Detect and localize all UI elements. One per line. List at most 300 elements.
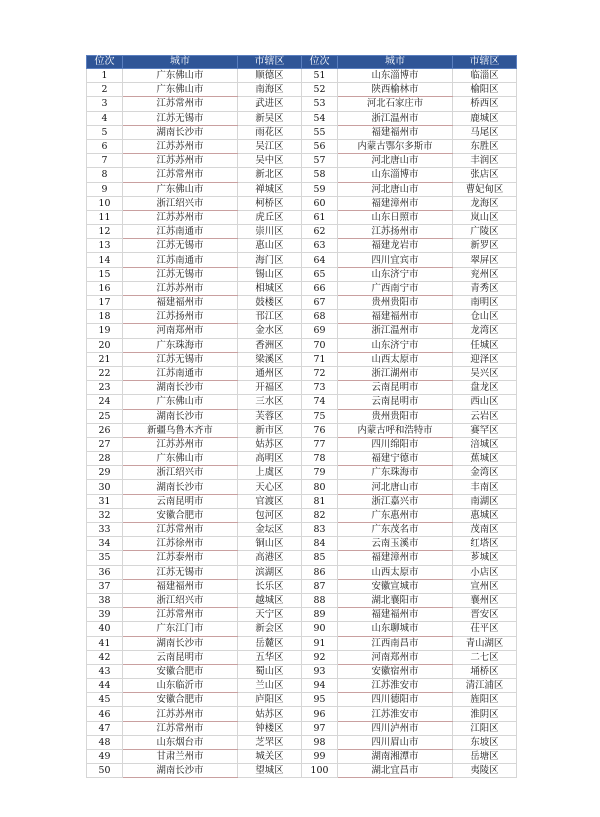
rank-cell-right: 77 [302, 437, 338, 451]
rank-cell: 26 [87, 423, 123, 437]
district-cell-right: 岚山区 [453, 210, 517, 224]
table-row [87, 69, 517, 83]
rank-cell: 39 [87, 608, 123, 622]
district-cell-right: 鹿城区 [453, 111, 517, 125]
rank-cell: 44 [87, 679, 123, 693]
rank-cell-right: 51 [302, 69, 338, 83]
city-cell: 江苏南通市 [123, 225, 238, 239]
city-cell: 湖南长沙市 [123, 480, 238, 494]
ranking-table-container [86, 55, 516, 778]
city-cell-right: 安徽宿州市 [338, 664, 453, 678]
rank-cell-right: 56 [302, 139, 338, 153]
city-cell-right: 安徽宣城市 [338, 579, 453, 593]
rank-cell-right: 97 [302, 721, 338, 735]
district-cell-right: 岳塘区 [453, 750, 517, 764]
rank-cell: 3 [87, 97, 123, 111]
header-district-right: 市辖区 [453, 56, 517, 69]
district-cell: 顺德区 [238, 69, 302, 83]
rank-cell: 11 [87, 210, 123, 224]
district-cell: 锡山区 [238, 267, 302, 281]
rank-cell: 30 [87, 480, 123, 494]
table-row [87, 381, 517, 395]
district-cell: 兰山区 [238, 679, 302, 693]
rank-cell-right: 94 [302, 679, 338, 693]
district-cell: 金坛区 [238, 523, 302, 537]
district-cell-right: 惠城区 [453, 508, 517, 522]
rank-cell: 47 [87, 721, 123, 735]
district-cell: 官渡区 [238, 494, 302, 508]
district-cell-right: 红塔区 [453, 537, 517, 551]
district-cell: 梁溪区 [238, 352, 302, 366]
city-cell-right: 福建龙岩市 [338, 239, 453, 253]
district-cell-right: 曹妃甸区 [453, 182, 517, 196]
district-cell-right: 淮阴区 [453, 707, 517, 721]
rank-cell-right: 63 [302, 239, 338, 253]
city-cell-right: 江西南昌市 [338, 636, 453, 650]
rank-cell: 40 [87, 622, 123, 636]
header-city: 城市 [123, 56, 238, 69]
city-cell-right: 四川宜宾市 [338, 253, 453, 267]
table-row [87, 537, 517, 551]
rank-cell-right: 60 [302, 196, 338, 210]
rank-cell-right: 78 [302, 452, 338, 466]
rank-cell-right: 72 [302, 366, 338, 380]
city-cell: 湖南长沙市 [123, 381, 238, 395]
table-row [87, 721, 517, 735]
city-cell-right: 贵州贵阳市 [338, 296, 453, 310]
district-cell: 相城区 [238, 281, 302, 295]
city-cell-right: 福建宁德市 [338, 452, 453, 466]
city-cell-right: 山东淄博市 [338, 168, 453, 182]
table-row [87, 523, 517, 537]
district-cell: 蜀山区 [238, 664, 302, 678]
table-row [87, 281, 517, 295]
rank-cell: 49 [87, 750, 123, 764]
city-cell-right: 山东聊城市 [338, 622, 453, 636]
district-cell: 雨花区 [238, 125, 302, 139]
district-cell: 新会区 [238, 622, 302, 636]
city-cell-right: 广东惠州市 [338, 508, 453, 522]
rank-cell-right: 55 [302, 125, 338, 139]
rank-cell: 48 [87, 735, 123, 749]
district-cell-right: 宣州区 [453, 579, 517, 593]
city-cell-right: 内蒙古呼和浩特市 [338, 423, 453, 437]
rank-cell: 16 [87, 281, 123, 295]
table-row [87, 664, 517, 678]
rank-cell-right: 87 [302, 579, 338, 593]
header-rank: 位次 [87, 56, 123, 69]
district-cell: 金水区 [238, 324, 302, 338]
table-row [87, 579, 517, 593]
rank-cell: 8 [87, 168, 123, 182]
district-cell-right: 张店区 [453, 168, 517, 182]
district-cell: 越城区 [238, 593, 302, 607]
district-cell-right: 新罗区 [453, 239, 517, 253]
district-cell: 吴中区 [238, 154, 302, 168]
district-cell-right: 榆阳区 [453, 83, 517, 97]
city-cell: 江苏苏州市 [123, 437, 238, 451]
city-cell: 新疆乌鲁木齐市 [123, 423, 238, 437]
city-cell: 浙江绍兴市 [123, 196, 238, 210]
district-cell-right: 赛罕区 [453, 423, 517, 437]
city-cell: 福建福州市 [123, 579, 238, 593]
city-cell-right: 浙江嘉兴市 [338, 494, 453, 508]
city-cell-right: 广东茂名市 [338, 523, 453, 537]
rank-cell: 7 [87, 154, 123, 168]
district-cell: 武进区 [238, 97, 302, 111]
table-row [87, 97, 517, 111]
rank-cell-right: 59 [302, 182, 338, 196]
header-row [87, 56, 517, 69]
district-cell-right: 仓山区 [453, 310, 517, 324]
district-cell: 姑苏区 [238, 707, 302, 721]
rank-cell: 12 [87, 225, 123, 239]
rank-cell-right: 93 [302, 664, 338, 678]
district-cell: 姑苏区 [238, 437, 302, 451]
rank-cell: 17 [87, 296, 123, 310]
city-cell: 甘肃兰州市 [123, 750, 238, 764]
city-cell: 云南昆明市 [123, 494, 238, 508]
table-row [87, 296, 517, 310]
city-cell: 浙江绍兴市 [123, 593, 238, 607]
city-cell-right: 福建福州市 [338, 608, 453, 622]
rank-cell-right: 71 [302, 352, 338, 366]
rank-cell-right: 85 [302, 551, 338, 565]
city-cell-right: 广西南宁市 [338, 281, 453, 295]
rank-cell: 41 [87, 636, 123, 650]
table-row [87, 437, 517, 451]
district-cell: 通州区 [238, 366, 302, 380]
district-cell: 滨湖区 [238, 565, 302, 579]
city-cell: 湖南长沙市 [123, 125, 238, 139]
table-row [87, 182, 517, 196]
rank-cell-right: 79 [302, 466, 338, 480]
district-cell-right: 任城区 [453, 338, 517, 352]
rank-cell: 21 [87, 352, 123, 366]
district-cell: 上虞区 [238, 466, 302, 480]
district-cell: 崇川区 [238, 225, 302, 239]
city-cell: 江苏南通市 [123, 253, 238, 267]
district-cell-right: 青秀区 [453, 281, 517, 295]
district-cell-right: 二七区 [453, 650, 517, 664]
city-cell: 江苏常州市 [123, 168, 238, 182]
rank-cell-right: 69 [302, 324, 338, 338]
city-cell: 安徽合肥市 [123, 693, 238, 707]
city-cell-right: 湖北襄阳市 [338, 593, 453, 607]
rank-cell: 27 [87, 437, 123, 451]
rank-cell: 6 [87, 139, 123, 153]
rank-cell-right: 58 [302, 168, 338, 182]
district-cell: 新吴区 [238, 111, 302, 125]
rank-cell-right: 65 [302, 267, 338, 281]
city-cell-right: 河北唐山市 [338, 154, 453, 168]
city-cell: 江苏扬州市 [123, 310, 238, 324]
district-cell-right: 茌平区 [453, 622, 517, 636]
table-row [87, 139, 517, 153]
rank-cell-right: 83 [302, 523, 338, 537]
rank-cell: 24 [87, 395, 123, 409]
district-cell: 铜山区 [238, 537, 302, 551]
city-cell-right: 湖北宜昌市 [338, 764, 453, 778]
rank-cell: 29 [87, 466, 123, 480]
district-cell-right: 旌阳区 [453, 693, 517, 707]
rank-cell: 31 [87, 494, 123, 508]
rank-cell-right: 98 [302, 735, 338, 749]
table-row [87, 735, 517, 749]
district-cell-right: 龙海区 [453, 196, 517, 210]
district-cell: 天宁区 [238, 608, 302, 622]
district-cell: 鼓楼区 [238, 296, 302, 310]
table-row [87, 593, 517, 607]
district-cell-right: 广陵区 [453, 225, 517, 239]
city-cell-right: 内蒙古鄂尔多斯市 [338, 139, 453, 153]
city-cell-right: 山西太原市 [338, 565, 453, 579]
district-cell-right: 南湖区 [453, 494, 517, 508]
city-cell-right: 云南昆明市 [338, 381, 453, 395]
table-row [87, 423, 517, 437]
district-cell: 庐阳区 [238, 693, 302, 707]
rank-cell-right: 66 [302, 281, 338, 295]
city-cell-right: 江苏扬州市 [338, 225, 453, 239]
table-row [87, 324, 517, 338]
district-cell: 芙蓉区 [238, 409, 302, 423]
table-row [87, 366, 517, 380]
rank-cell-right: 96 [302, 707, 338, 721]
rank-cell-right: 86 [302, 565, 338, 579]
district-cell-right: 小店区 [453, 565, 517, 579]
city-cell: 广东佛山市 [123, 69, 238, 83]
city-cell: 江苏苏州市 [123, 154, 238, 168]
table-row [87, 225, 517, 239]
city-cell: 广东佛山市 [123, 395, 238, 409]
city-cell: 安徽合肥市 [123, 508, 238, 522]
district-cell: 天心区 [238, 480, 302, 494]
rank-cell-right: 95 [302, 693, 338, 707]
table-row [87, 253, 517, 267]
city-cell: 福建福州市 [123, 296, 238, 310]
rank-cell-right: 76 [302, 423, 338, 437]
district-cell-right: 金湾区 [453, 466, 517, 480]
city-cell-right: 云南昆明市 [338, 395, 453, 409]
city-cell: 江苏南通市 [123, 366, 238, 380]
rank-cell: 19 [87, 324, 123, 338]
city-cell-right: 山东淄博市 [338, 69, 453, 83]
city-cell: 河南郑州市 [123, 324, 238, 338]
table-header [87, 56, 517, 69]
district-cell-right: 迎泽区 [453, 352, 517, 366]
city-cell: 江苏徐州市 [123, 537, 238, 551]
district-cell-right: 马尾区 [453, 125, 517, 139]
rank-cell: 36 [87, 565, 123, 579]
table-row [87, 395, 517, 409]
district-cell-right: 临淄区 [453, 69, 517, 83]
table-row [87, 338, 517, 352]
table-row [87, 494, 517, 508]
district-cell: 惠山区 [238, 239, 302, 253]
table-row [87, 565, 517, 579]
district-cell-right: 龙湾区 [453, 324, 517, 338]
city-cell-right: 河南郑州市 [338, 650, 453, 664]
table-row [87, 622, 517, 636]
district-cell: 城关区 [238, 750, 302, 764]
rank-cell-right: 53 [302, 97, 338, 111]
city-cell-right: 山西太原市 [338, 352, 453, 366]
city-cell-right: 浙江温州市 [338, 324, 453, 338]
district-cell: 海门区 [238, 253, 302, 267]
rank-cell-right: 88 [302, 593, 338, 607]
table-row [87, 551, 517, 565]
district-cell-right: 西山区 [453, 395, 517, 409]
district-cell: 芝罘区 [238, 735, 302, 749]
city-cell: 江苏苏州市 [123, 139, 238, 153]
rank-cell-right: 81 [302, 494, 338, 508]
district-cell: 邗江区 [238, 310, 302, 324]
header-district: 市辖区 [238, 56, 302, 69]
rank-cell: 22 [87, 366, 123, 380]
district-cell-right: 南明区 [453, 296, 517, 310]
city-cell-right: 福建漳州市 [338, 196, 453, 210]
header-city-right: 城市 [338, 56, 453, 69]
city-cell-right: 福建漳州市 [338, 551, 453, 565]
district-cell: 五华区 [238, 650, 302, 664]
district-cell-right: 丰南区 [453, 480, 517, 494]
city-cell-right: 广东珠海市 [338, 466, 453, 480]
district-cell: 新北区 [238, 168, 302, 182]
city-cell: 江苏常州市 [123, 721, 238, 735]
rank-cell: 34 [87, 537, 123, 551]
rank-cell-right: 62 [302, 225, 338, 239]
district-cell: 香洲区 [238, 338, 302, 352]
city-cell-right: 四川泸州市 [338, 721, 453, 735]
rank-cell: 9 [87, 182, 123, 196]
rank-cell-right: 90 [302, 622, 338, 636]
rank-cell-right: 54 [302, 111, 338, 125]
table-row [87, 154, 517, 168]
city-cell-right: 贵州贵阳市 [338, 409, 453, 423]
district-cell: 新市区 [238, 423, 302, 437]
district-cell: 钟楼区 [238, 721, 302, 735]
city-cell: 云南昆明市 [123, 650, 238, 664]
city-cell-right: 江苏淮安市 [338, 707, 453, 721]
table-row [87, 310, 517, 324]
district-cell: 望城区 [238, 764, 302, 778]
table-row [87, 650, 517, 664]
city-cell: 江苏常州市 [123, 608, 238, 622]
district-cell: 开福区 [238, 381, 302, 395]
rank-cell-right: 84 [302, 537, 338, 551]
district-cell-right: 芗城区 [453, 551, 517, 565]
district-cell-right: 盘龙区 [453, 381, 517, 395]
rank-cell: 13 [87, 239, 123, 253]
city-cell-right: 山东济宁市 [338, 267, 453, 281]
table-row [87, 508, 517, 522]
city-cell: 江苏常州市 [123, 523, 238, 537]
rank-cell-right: 92 [302, 650, 338, 664]
table-row [87, 267, 517, 281]
city-cell-right: 湖南湘潭市 [338, 750, 453, 764]
city-cell: 广东佛山市 [123, 83, 238, 97]
table-row [87, 466, 517, 480]
district-ranking-table [86, 55, 517, 778]
rank-cell: 4 [87, 111, 123, 125]
city-cell: 江苏苏州市 [123, 210, 238, 224]
rank-cell: 33 [87, 523, 123, 537]
rank-cell: 37 [87, 579, 123, 593]
table-row [87, 111, 517, 125]
district-cell-right: 云岩区 [453, 409, 517, 423]
rank-cell: 2 [87, 83, 123, 97]
city-cell: 湖南长沙市 [123, 764, 238, 778]
city-cell-right: 河北唐山市 [338, 480, 453, 494]
city-cell: 广东珠海市 [123, 338, 238, 352]
rank-cell-right: 82 [302, 508, 338, 522]
city-cell-right: 山东济宁市 [338, 338, 453, 352]
city-cell: 江苏无锡市 [123, 352, 238, 366]
city-cell: 浙江绍兴市 [123, 466, 238, 480]
rank-cell: 18 [87, 310, 123, 324]
rank-cell: 50 [87, 764, 123, 778]
city-cell-right: 四川德阳市 [338, 693, 453, 707]
rank-cell-right: 99 [302, 750, 338, 764]
rank-cell-right: 67 [302, 296, 338, 310]
table-row [87, 750, 517, 764]
district-cell-right: 蕉城区 [453, 452, 517, 466]
rank-cell: 5 [87, 125, 123, 139]
city-cell-right: 山东日照市 [338, 210, 453, 224]
district-cell: 包河区 [238, 508, 302, 522]
table-row [87, 636, 517, 650]
rank-cell: 23 [87, 381, 123, 395]
rank-cell-right: 91 [302, 636, 338, 650]
table-row [87, 196, 517, 210]
rank-cell: 45 [87, 693, 123, 707]
district-cell: 高明区 [238, 452, 302, 466]
city-cell: 江苏苏州市 [123, 707, 238, 721]
city-cell: 山东临沂市 [123, 679, 238, 693]
rank-cell-right: 89 [302, 608, 338, 622]
rank-cell-right: 70 [302, 338, 338, 352]
rank-cell-right: 100 [302, 764, 338, 778]
district-cell: 南海区 [238, 83, 302, 97]
district-cell: 三水区 [238, 395, 302, 409]
district-cell-right: 翠屏区 [453, 253, 517, 267]
rank-cell-right: 61 [302, 210, 338, 224]
city-cell: 广东佛山市 [123, 452, 238, 466]
table-row [87, 168, 517, 182]
rank-cell: 32 [87, 508, 123, 522]
table-row [87, 239, 517, 253]
district-cell-right: 桥西区 [453, 97, 517, 111]
table-row [87, 608, 517, 622]
city-cell: 山东烟台市 [123, 735, 238, 749]
table-row [87, 210, 517, 224]
rank-cell-right: 75 [302, 409, 338, 423]
city-cell: 江苏无锡市 [123, 239, 238, 253]
district-cell-right: 襄州区 [453, 593, 517, 607]
rank-cell-right: 52 [302, 83, 338, 97]
city-cell: 安徽合肥市 [123, 664, 238, 678]
city-cell-right: 江苏淮安市 [338, 679, 453, 693]
rank-cell: 14 [87, 253, 123, 267]
district-cell-right: 埇桥区 [453, 664, 517, 678]
rank-cell: 38 [87, 593, 123, 607]
table-row [87, 707, 517, 721]
district-cell-right: 江阳区 [453, 721, 517, 735]
table-row [87, 693, 517, 707]
district-cell-right: 涪城区 [453, 437, 517, 451]
district-cell: 禅城区 [238, 182, 302, 196]
district-cell: 高港区 [238, 551, 302, 565]
